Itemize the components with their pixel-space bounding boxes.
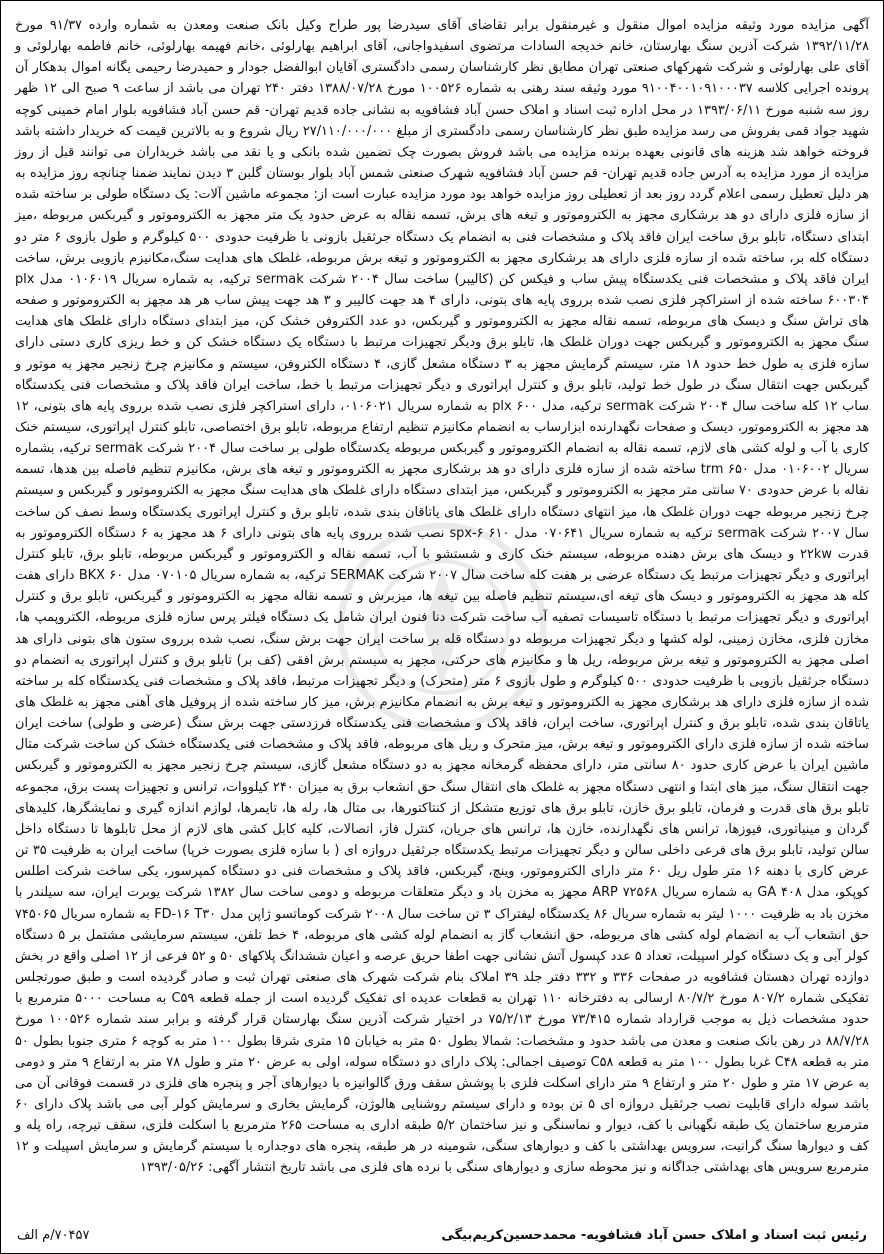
footer-signature: رئیس ثبت اسناد و املاک حسن آباد فشافویه- محمدحسین‌کریم‌بیگی: [441, 1227, 867, 1243]
notice-body: آگهی مزایده مورد وثیقه مزایده اموال منقول و غیرمنقول برابر تقاضای آقای سیدرضا پور طراح وکیل بانک صنعت ومعدن به شماره وارده ۹۱/۳۷ مورخ ۱۳۹۲/۱۱/۲۸ شرکت آذرین سنگ بهارستان، خانم خدیجه السادات مرتضوی اسفیدواجانی، آقای ابراهیم بهارلوئی ،خانم فهیمه بهارلوئی، خانم فاطمه بهارلوئی و آقای علی بهارلوئی و شرکت شهرکهای صنعتی تهران مطابق نظر کارشناسان رسمی دادگستری آقایان ابوالفضل جودار و حمیدرضا رحیمی یگانه اموال بدهکار آن پرونده اجرایی کلاسه ۹۱۰۰۴۰۰۱۰۹۱۰۰۰۳۷ مورد وثیقه سند رهنی به شماره ۱۰۰۵۲۶ مورخ ۱۳۸۸/۰۷/۲۸ دفتر ۲۴۰ تهران می باشد از ساعت ۹ صبح الی ۱۲ ظهر روز سه شنبه مورخ ۱۳۹۳/۰۶/۱۱ در محل اداره ثبت اسناد و املاک حسن آباد فشافویه به نشانی جاده قدیم تهران- قم حسن آباد فشافویه بلوار امام خمینی کوچه شهید جواد قمی بفروش می رسد مزایده طبق نظر کارشناسان رسمی دادگستری از مبلغ ۲۷/۱۱۰/۰۰۰/۰۰۰ ریال شروع و به بالاترین قیمت که خریدار داشته باشد فروخته خواهد شد هزینه های قانونی بعهده برنده مزایده می باشد فروش بصورت چک تضمین شده بانکی و یا نقد می باشد خریداران می توانند قبل از روز مزایده از مورد مزایده به آدرس جاده قدیم تهران- قم حسن آباد فشافویه شهرک صنعتی شمس آباد بلوار بوستان گلبن ۳ دیدن نمایند ضمنا چنانچه روز مزایده به هر دلیل تعطیل رسمی اعلام گردد روز بعد از تعطیلی روز مزایده خواهد بود مورد مزایده عبارت است از: مجموعه ماشین آلات: یک دستگاه طولی بر ساخته شده از سازه فلزی دارای دو هد برشکاری مجهز به الکتروموتور و تیغه های برش، تسمه نقاله به عرض حدود یک متر مجهز به الکتروموتور و گیربکس مربوطه ،میز ابتدای دستگاه، تابلو برق ساخت ایران فاقد پلاک و مشخصات فنی به انضمام یک دستگاه جرثقیل بازونی با ظرفیت حدودی ۵۰۰ کیلوگرم و طول بازوی ۶ متر دو دستگاه کله بر، ساخته شده از سازه فلزی دارای هد برشکاری مجهز به الکتروموتور و تیغه برش مربوطه، غلطک های هدایت سنگ،مکانیزم بازویی برش، ساخت ایران فاقد پلاک و مشخصات فنی یکدستگاه پیش ساب و فیکس کن (کالیبر) ساخت سال ۲۰۰۴ شرکت sermak ترکیه، به شماره سریال ۰۱۰۶۰۱۹ مدل plx ۶۰۰۳۰۴ ساخته شده از استراکچر فلزی نصب شده برروی پایه های بتونی، دارای ۴ هد جهت کالیبر و ۳ هد جهت پیش ساب هر هد مجهز به الکتروموتور و صفحه های تراش سنگ و دیسک های مربوطه، تسمه نقاله مجهز به الکتروموتور و گیربکس، دو عدد الکتروفن خشک کن، میز ابتدای دستگاه دارای غلطک های هدایت سنگ مجهز به الکتروموتور و گیربکس جهت دوران غلطک ها، تابلو برق ودیگر تجهیزات مرتبط با دستگاه یک دستگاه خشک کن و خط ریزی کاری دستی دارای سازه فلزی به طول خط حدود ۱۸ متر، سیستم گرمایش مجهز به ۳ دستگاه مشعل گازی، ۴ دستگاه الکتروفن، سیستم و مکانیزم چرخ زنجیر مجهز به موتور و گیربکس جهت انتقال سنگ در طول خط تولید، تابلو برق و کنترل اپراتوری و دیگر تجهیزات مرتبط با خط، ساخت ایران فاقد پلاک و مشخصات فنی یکدستگاه ساب ۱۲ کله ساخت سال ۲۰۰۴ شرکت sermak ترکیه، مدل plx ۶۰۰ به شماره سریال ۰۱۰۶۰۲۱، دارای استراکچر فلزی نصب شده برروی پایه های بتونی، ۱۲ هد مجهز به الکتروموتور، دیسک و صفحات نگهدارنده ابزارساب به انضمام مکانیزم تنظیم ارتفاع مربوطه، تابلو برق اختصاصی، تابلو کنترل اپراتوری، سیستم خنک کاری با آب و لوله کشی های لازم، تسمه نقاله به انضمام الکتروموتور و گیربکس مربوطه یکدستگاه طولی بر ساخت سال ۲۰۰۴ شرکت sermak ترکیه، بشماره سریال ۰۱۰۶۰۰۲ مدل trm ۶۵۰ ساخته شده از سازه فلزی دارای دو هد برشکاری مجهز به الکتروموتور و تیغه های برش، مکانیزم تنظیم فاصله بین هدها، تسمه نقاله با عرض حدودی ۷۰ سانتی متر مجهز به الکتروموتور و گیربکس، میز ابتدای دستگاه دارای غلطک های هدایت سنگ مجهز به الکتروموتور و گیربکس و سیستم چرخ زنجیر مربوطه جهت دوران غلطک ها، میز انتهای دستگاه دارای غلطک های یاتاقان بندی شده، تابلو برق و کنترل اپراتوری یکدستگاه وسط نصف کن ساخت سال ۲۰۰۷ شرکت sermak ترکیه به شماره سریال ۰۷۰۶۴۱ مدل spx-۶ ۶۱۰ نصب شده برروی پایه های بتونی دارای ۶ هد مجهز به ۶ دستگاه الکتروموتور به قدرت ۲۲kw و دیسک های برش دهنده مربوطه، سیستم خنک کاری و شستشو با آب، تسمه نقاله و الکتروموتور و گیربکس مربوطه، تابلو برق، تابلو کنترل اپراتوری و دیگر تجهیزات مرتبط یک دستگاه عرضی بر هفت کله ساخت سال ۲۰۰۷ شرکت SERMAK ترکیه، به شماره سریال ۰۷۰۱۰۵ مدل BKX ۶۰ دارای هفت کله هد مجهز به الکتروموتور و دیسک های تیغه ای،سیستم تنظیم فاصله بین تیغه ها، میزبرش و تسمه نقاله مجهز به الکتروموتور و گیربکس، تابلو برق و کنترل اپراتوری و دیگر تجهیزات مرتبط با دستگاه تاسیسات تصفیه آب ساخت شرکت دنا فنون ایران شامل یک دستگاه فیلتر پرس سازه فلزی مربوطه، الکتروپمپ ها، مخازن فلزی، مخازن زمینی، لوله کشها و دیگر تجهیزات مربوطه دو دستگاه قله بر ساخت ایران جهت برش سنگ، نصب شده برروی ستون های بتونی دارای هد اصلی مجهز به الکتروموتور و تیغه برش مربوطه، ریل ها و مکانیزم های حرکتی، مجهز به سیستم برش افقی (کف بر) تابلو برق و کنترل اپراتوری به انضمام دو دستگاه جرثقیل بازویی با ظرفیت حدودی ۵۰۰ کیلوگرم و طول بازوی ۶ متر (متحرک) و دیگر تجهیزات مرتبط، فاقد پلاک و مشخصات فنی یکدستگاه کله بر ساخته شده از سازه فلزی دارای هد برشکاری مجهز به الکتروموتور و تیغه برش به انضمام مکانیزم برش، میز کار ساخته شده از پروفیل های آهنی مجهز به غلطک های یاتاقان بندی شده، تابلو برق و کنترل اپراتوری، ساخت ایران، فاقد پلاک و مشخصات فنی یکدستگاه فرزدستی جهت برش سنگ (عرضی و طولی) ساخت ایران ساخته شده از سازه فلزی دارای الکتروموتور و تیغه برش، میز متحرک و ریل های مربوطه، فاقد پلاک و مشخصات فنی یکدستگاه خشک کن ساخت شرکت متال ماشین ایران با عرض کاری حدود ۸۰ سانتی متر، دارای محفظه گرمخانه مجهز به دو دستگاه مشعل گازی، سیستم چرخ زنجیر مجهز به الکتروموتور و گیربکس جهت انتقال سنگ، میز های ابتدا و انتهی دستگاه مجهز به غلطک های انتقال سنگ حق انشعاب برق به میزان ۲۴۰ کیلووات، ترانس و تجهیزات پست برق، مجموعه تابلو برق های قدرت و فرمان، تابلو برق خازن، تابلو برق های توزیع متشکل از کنتاکتورها، بی متال ها، رله ها، تایمرها، لوازم اندازه گیری و نمایشگرها، کلیدهای گردان و مینیاتوری، فیوزها، ترانس های نگهدارنده، خازن ها، ترانس های جریان، کنترل فاز، اتصالات، کلیه کابل کشی های لازم از محل تابلوها تا دستگاه داخل سالن تولید، تابلو برق های فرعی داخلی سالن و دیگر تجهیزات مرتبط یکدستگاه جرثقیل دروازه ای ( با سازه فلزی بصورت خرپا) ساخت ایران به ظرفیت ۳۵ تن عرض کاری با دهنه ۱۶ متر طول ریل ۶۰ متر دارای الکتروموتور، وینچ، گیربکس، فاقد پلاک و مشخصات فنی دو دستگاه کمپرسور، یکی ساخت شرکت اطلس کوپکو، مدل GA ۴۰۸ به شماره سریال ARP ۷۲۵۶۸ مجهز به مخزن باد و دیگر متعلقات مربوطه و دومی ساخت سال ۱۳۸۲ شرکت یوبرت ایران، سه سیلندر با مخزن باد به ظرفیت ۱۰۰۰ لیتر به شماره سریال ۸۶ یکدستگاه لیفتراک ۳ تن ساخت سال ۲۰۰۸ شرکت کوماتسو ژاپن مدل FD-۱۶ T۳۰ به شماره سریال ۷۴۵۰۶۵ حق انشعاب آب به انضمام لوله کشی های مربوطه، حق انشعاب گاز به انضمام لوله کشی های مربوطه، ۴ خط تلفن، سیستم سرمایشی مشتمل بر ۵ دستگاه کولر آبی و یک دستگاه کولر اسپیلت، تعداد ۵ عدد کپسول آتش نشانی جهت اطفا حریق عرصه و اعیان ششدانگ پلاکهای ۵۰ و ۵۲ فرعی از ۱۲ اصلی واقع در بخش دوازده تهران دهستان فشافویه در صفحات ۳۳۶ و ۳۳۲ دفتر جلد ۳۹ املاک بنام شرکت شهرک های صنعتی تهران ثبت و صادر گردیده است و طبق صورتجلس تفکیکی شماره ۸۰۷/۲ مورخ ۸۰/۷/۲ ارسالی به دفترخانه ۱۱۰ تهران به قطعات عدیده ای تفکیک گردیده است از جمله قطعه C۵۹ به مساحت ۵۰۰۰ مترمربع با حدود مشخصات ذیل به موجب قرارداد شماره ۷۳/۴۱۵ مورخ ۷۵/۲/۱۳ در اختیار شرکت آذرین سنگ بهارستان قرار گرفته و برابر سند شماره ۱۰۰۵۲۶ مورخ ۸۸/۷/۲۸ در رهن بانک صنعت و معدن می باشد حدود و مشخصات: شمالا بطول ۵۰ متر به خیابان ۱۵ متری شرقا بطول ۱۰۰ متر به کوچه ۶ متری جنوبا بطول ۵۰ متر به قطعه C۴۸ غربا بطول ۱۰۰ متر به قطعه C۵۸ توصیف اجمالی: پلاک دارای دو دستگاه سوله، اولی به عرض ۲۰ متر و طول ۷۸ متر به ارتفاع ۹ متر و دومی به عرض ۱۷ متر و طول ۲۰ متر و ارتفاع ۹ متر دارای اسکلت فلزی با پوشش سقف ورق گالوانیزه با دیوارهای آجر و پنجره های فلزی در قسمت فوقانی آن می باشد سوله دارای قابلیت نصب جرثقیل دروازه ای ۵ تن بوده و دارای سیستم روشنایی هالوژن، گرمایش بخاری و سرمایش کولر آبی می باشد پلاک دارای ۶۰ مترمربع ساختمان یک طبقه نگهبانی با کف، دیوار و نماسنگی و نیز ساختمان ۵/۲ طبقه اداری به مساحت ۲۶۵ مترمربع با اسکلت فلزی، سقف تیرچه، راه پله و کف و دیوارها سنگ گرانیت، سرویس بهداشتی با کف و دیوارهای سنگی، شومینه در هر طبقه، پنجره های دوجداره با سیستم گرمایش و سرمایش اسپیلت و ۱۲ مترمربع سرویس های بهداشتی جداگانه و نیز محوطه سازی و دیوارهای سنگی با نرده های فلزی می باشد تاریخ انتشار آگهی: ۱۳۹۳/۰۵/۲۶: [15, 18, 870, 1176]
notice-footer: [17, 1223, 867, 1247]
footer-code: ۷۰۴۵۷/م الف: [17, 1227, 90, 1243]
